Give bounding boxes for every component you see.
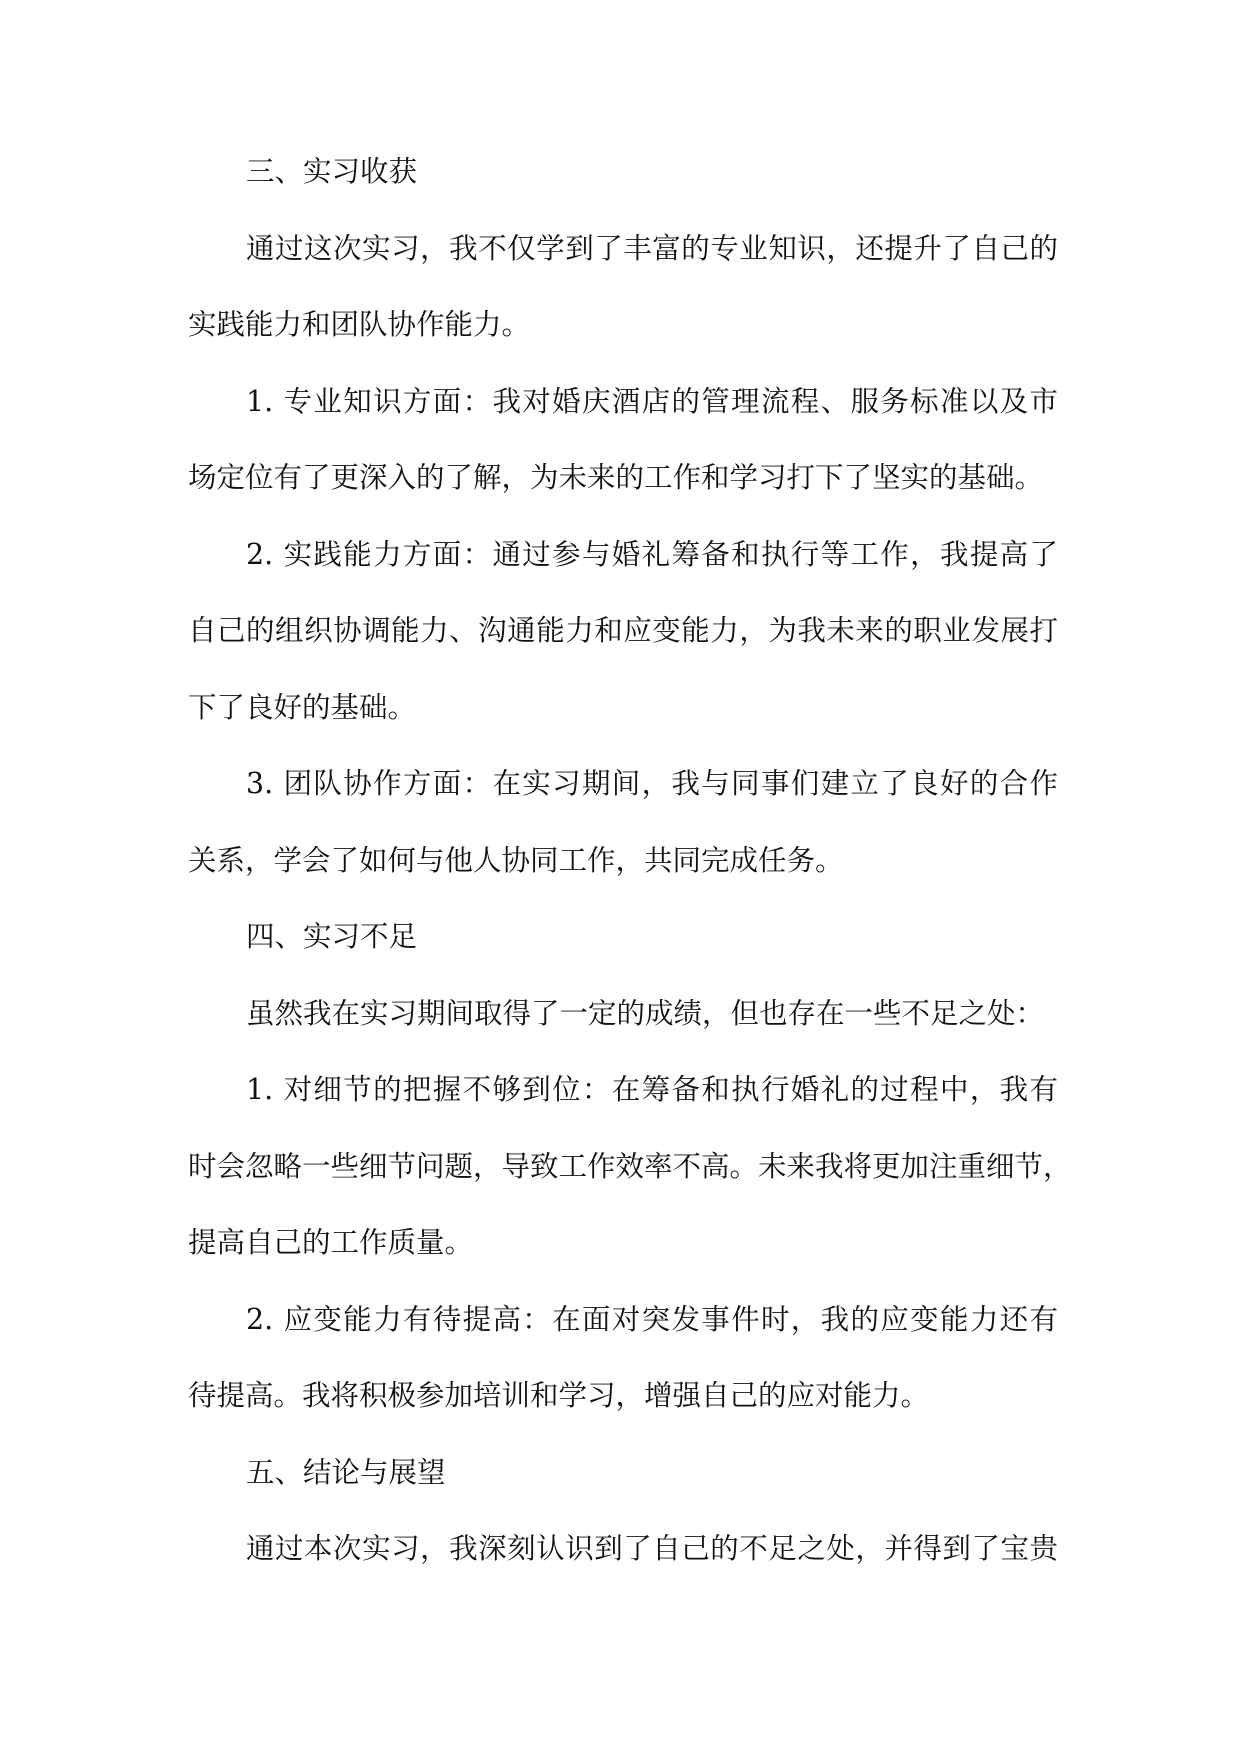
list-item-line: 待提高。我将积极参加培训和学习，增强自己的应对能力。 [188,1379,930,1412]
list-item-line: 3. 团队协作方面：在实习期间，我与同事们建立了良好的合作 [246,767,1058,800]
list-item-line: 自己的组织协调能力、沟通能力和应变能力，为我未来的职业发展打 [188,614,1058,647]
list-item-line: 提高自己的工作质量。 [188,1226,474,1259]
list-item-line: 2. 应变能力有待提高：在面对突发事件时，我的应变能力还有 [246,1302,1058,1336]
section-heading-conclusion: 五、结论与展望 [246,1455,446,1489]
list-item-line: 下了良好的基础。 [188,690,417,724]
list-item-line: 1. 对细节的把握不够到位：在筹备和执行婚礼的过程中，我有 [246,1073,1058,1106]
section-heading-gains: 三、实习收获 [246,155,418,188]
paragraph-line: 虽然我在实习期间取得了一定的成绩，但也存在一些不足之处： [246,996,1045,1030]
list-item-line: 时会忽略一些细节问题，导致工作效率不高。未来我将更加注重细节， [188,1149,1072,1183]
list-item-line: 2. 实践能力方面：通过参与婚礼筹备和执行等工作，我提高了 [246,537,1058,571]
list-item-line: 1. 专业知识方面：我对婚庆酒店的管理流程、服务标准以及市 [246,384,1058,418]
document-body [188,142,1072,1596]
paragraph-line: 通过这次实习，我不仅学到了丰富的专业知识，还提升了自己的 [246,231,1058,265]
list-item-line: 关系，学会了如何与他人协同工作，共同完成任务。 [188,843,844,877]
paragraph-line: 通过本次实习，我深刻认识到了自己的不足之处，并得到了宝贵 [246,1532,1058,1565]
paragraph-line: 实践能力和团队协作能力。 [188,308,531,341]
list-item-line: 场定位有了更深入的了解，为未来的工作和学习打下了坚实的基础。 [188,461,1044,494]
section-heading-shortcomings: 四、实习不足 [246,920,418,953]
